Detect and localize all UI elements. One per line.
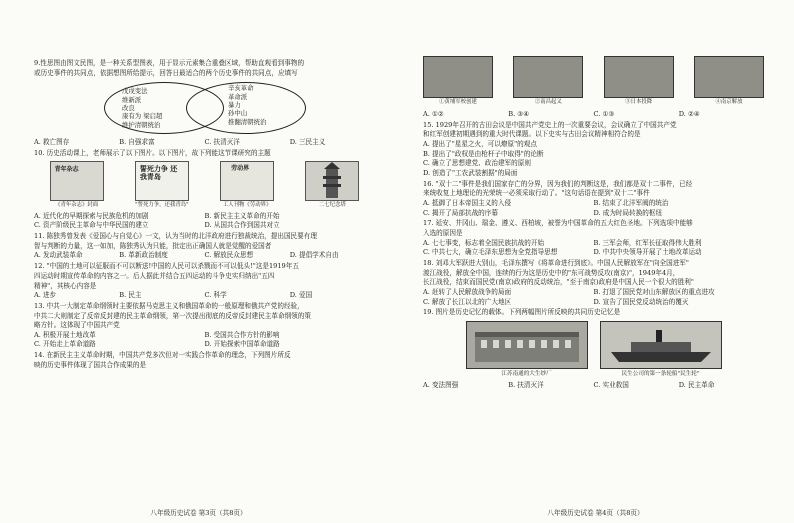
q14-option-a[interactable]: A. ①②: [423, 109, 444, 118]
steamship-photo: [600, 321, 722, 369]
q19-option-c[interactable]: C. 实业救国: [593, 381, 629, 390]
nanchang-photo: [513, 56, 583, 98]
q14-options: [423, 110, 764, 120]
venn-right-text: 辛亥革命 革命派 暴力 孙中山 推翻清朝统治: [228, 84, 267, 126]
venn-left-text: 戊戌变法 维新派 改良 康有为 梁启超 维护清朝统治: [122, 87, 163, 129]
q13-option-c[interactable]: C. 开始走上革命道路: [34, 340, 96, 349]
q10-caption-3: 工人刊物《劳动界》: [222, 201, 272, 208]
ship-drawing: [601, 322, 721, 368]
right-page-footer: 八年级历史试卷 第4页（共8页）: [547, 509, 644, 518]
q19-option-d[interactable]: D. 民主革命: [678, 381, 715, 390]
q10-pictures: [34, 161, 375, 210]
japan-surrender-photo: [604, 56, 674, 98]
q14-pictures: [423, 56, 764, 107]
q15-option-c[interactable]: C. 确立了思想建党、政治建军的原则: [423, 159, 531, 168]
q10-caption-1: 《青年杂志》封面: [55, 201, 99, 208]
q19-caption-2: 民生公司的第一条轮船"民生轮": [621, 370, 700, 377]
q10-caption-4: 二七纪念塔: [318, 201, 346, 208]
q15-option-a[interactable]: A. 提出了"星星之火，可以燎原"的观点: [423, 139, 537, 148]
whampoa-photo: [423, 56, 493, 98]
q12-stem: 12. "中国的土地可以征服而不可以断送!中国的人民可以杀戮而不可以低头!"这是1919年五 四运动时期宣传革命的内容之一。后人据此并结合五四运动的斗争史实归纳出"五四 精神"，其核心内容是: [34, 262, 299, 290]
q10-option-a[interactable]: A. 近代化的早期探索与民族危机的加剧: [34, 211, 149, 220]
q17-option-d[interactable]: D. 中共中央领导开展了土地改革运动: [593, 248, 702, 257]
q17-stem: 17. 延安、井冈山、瑞金、遵义、西柏坡，被誉为中国革命的五大红色圣地。下列选项中能够 入选的原因是: [423, 219, 693, 237]
q19-picture-2: [600, 321, 722, 378]
q19-option-a[interactable]: A. 变法图强: [423, 381, 459, 390]
q13-option-a[interactable]: A. 积极开展土地改革: [34, 330, 96, 339]
q19-picture-1: [466, 321, 588, 378]
q9-option-c[interactable]: C. 扶清灭洋: [204, 138, 240, 147]
q11-option-c[interactable]: C. 解放民众思想: [204, 251, 254, 260]
q10-options: [34, 212, 375, 231]
left-page-footer: 八年级历史试卷 第3页（共8页）: [150, 509, 247, 518]
q14-option-c[interactable]: C. ①③: [593, 109, 615, 118]
q11-option-d[interactable]: D. 提倡学术自由: [289, 251, 339, 260]
q11-option-b[interactable]: B. 革新政治制度: [119, 251, 168, 260]
q16-option-a[interactable]: A. 抵御了日本帝国主义的入侵: [423, 198, 512, 207]
q14-caption-3: ③日本投降: [625, 99, 653, 105]
q16-option-c[interactable]: C. 揭开了局部抗战的序幕: [423, 208, 498, 217]
tower-drawing: [306, 162, 358, 200]
slogan-text: 誓死力争 还我青岛: [139, 163, 178, 182]
q14-picture-2: [513, 56, 583, 107]
q14-picture-3: [604, 56, 674, 107]
q13-stem: 13. 中共一大制定革命纲领时主要依据马克思主义和俄国革命的一般原理和俄共产党的经验， 中共二大则制定了反帝反封建的民主革命纲领，第一次提出彻底的反帝反封建民主革命纲领的策 略方针。这体现了中国共产党: [34, 301, 311, 330]
q17-options: [423, 239, 764, 258]
q16-option-d[interactable]: D. 成为时局转换的枢纽: [593, 208, 663, 217]
magazine-cover-text: 青年杂志: [54, 165, 79, 173]
q12-options: [34, 291, 375, 301]
q10-picture-4: [305, 161, 359, 210]
q16-stem: 16. "双十二"事件是我们国家存亡的分界，因为我们的判断这是，我们都是双十二事件，已经 来统收复上地理论的光荣统一必须采取行动了。"这句话语在提到"双十二"事件: [423, 179, 693, 198]
q14-picture-4: [694, 56, 764, 107]
q16-options: [423, 199, 764, 218]
q10-picture-1: [50, 161, 104, 210]
q10-picture-2: [135, 161, 189, 210]
venn-diagram: [104, 80, 314, 136]
q18-option-a[interactable]: A. 赶转了人民解放战争的局面: [423, 287, 512, 296]
q19-caption-1: 江苏南通的大生纱厂: [501, 370, 552, 377]
q9-options: [34, 138, 375, 148]
q13-option-d[interactable]: D. 开始探索中国革命道路: [204, 340, 280, 349]
q18-stem: 18. 刘邓大军跃进大别山，毛泽东撰写《将革命进行到底》。中国人民解放军在"向全国进军" 渡江战役，解放全中国，连续的行为这是历史中的"东可战势反攻(南京)"，1949年4月， 长江战役，结束而国民党(南京)政府的反动统治，"至于南京)政府是中国人民一个很大的胜利": [423, 259, 694, 287]
q18-options: [423, 288, 764, 307]
q19-pictures: [423, 321, 764, 378]
q19-options: [423, 381, 764, 391]
q9-option-a[interactable]: A. 救亡图存: [34, 138, 70, 147]
q12-option-d[interactable]: D. 爱国: [289, 291, 313, 300]
q12-option-b[interactable]: B. 民主: [119, 291, 142, 300]
q14-caption-2: ②南昌起义: [534, 99, 562, 105]
q13-option-b[interactable]: B. 受国共合作方针的影响: [204, 330, 280, 339]
q16-option-b[interactable]: B. 结束了北洋军阀的统治: [593, 198, 669, 207]
q10-picture-3: [220, 161, 274, 210]
q10-option-b[interactable]: B. 新民主主义革命的开始: [204, 211, 280, 220]
nanjing-liberation-photo: [694, 56, 764, 98]
q10-option-d[interactable]: D. 从国共合作到国共对立: [204, 221, 280, 230]
q15-option-b[interactable]: B. 提出了"政权是由枪杆子中取得"的论断: [423, 149, 544, 158]
q19-stem: 19. 图片是历史记忆的载体。下列两幅图片所反映的共同历史记忆是: [423, 308, 621, 317]
right-page: [397, 0, 794, 523]
q9-option-d[interactable]: D. 三民主义: [289, 138, 326, 147]
q18-option-b[interactable]: B. 打退了国民党对山东解放区的重点进攻: [593, 287, 715, 296]
memorial-tower-image: [305, 161, 359, 201]
q9-stem: 9.性思图由图文民图，是一种关系型图表，用于显示元素集合重叠区域，帮助直观看到事物的 或历史事件的共同点，依据想图所给提示，回答日最适合的两个历史事件的共同点，应填写: [34, 59, 305, 77]
q11-option-a[interactable]: A. 发动武装革命: [34, 251, 83, 260]
q13-options: [34, 331, 375, 350]
q11-stem: 11. 陈独秀曾发表《爱国心与自觉心》一文，认为当时的北洋政府进行独裁统治，提出国民要有理 智与判断的力量，这一如加，陈独秀认为只能，批定出正确国人就是觉醒的爱国者: [34, 232, 317, 250]
journal-image: [220, 161, 274, 201]
q17-option-a[interactable]: A. 七七事变，标志着全国民族抗战的开始: [423, 238, 545, 247]
q18-option-c[interactable]: C. 解放了长江以北的广大地区: [423, 297, 512, 306]
q15-option-d[interactable]: D. 创造了"工农武装割据"的局面: [423, 168, 518, 177]
q17-option-b[interactable]: B. 三军会师，红军长征取得伟大胜利: [593, 238, 702, 247]
slogan-image: [135, 161, 189, 201]
factory-drawing: [467, 322, 587, 368]
q10-caption-2: "誓死力争，还我青岛": [135, 201, 189, 208]
q19-option-b[interactable]: B. 扶清灭洋: [508, 381, 544, 390]
q17-option-c[interactable]: C. 中共七大，确立毛泽东思想为全党指导思想: [423, 248, 558, 257]
q10-option-c[interactable]: C. 资产阶级民主革命与中华民国的建立: [34, 221, 149, 230]
q14-stem: 14. 在新民主主义革命时期，中国共产党多次但对一实践合作革命的理念，下列图片所反 映的历史事件体现了国共合作成果的是: [34, 351, 291, 369]
q14-caption-4: ④南京解放: [715, 99, 743, 105]
q15-stem: 15. 1929年召开的古田会议是中国共产党史上的一次重要会议，会议确立了中国共产党 和红军创建初期遇到的重大时代课题。以下史实与古田会议精神相符合的是: [423, 120, 677, 139]
q9-option-b[interactable]: B. 自强求富: [119, 138, 155, 147]
q10-stem: 10. 历史活动课上，老师展示了以下图片。以下图片，故下列能这节课研究的主题: [34, 149, 271, 158]
q14-picture-1: [423, 56, 493, 107]
q11-options: [34, 251, 375, 261]
q14-option-b[interactable]: B. ③④: [508, 109, 530, 118]
q15-options: [423, 140, 764, 179]
q18-option-d[interactable]: D. 宣告了国民党反动统治的覆灭: [593, 297, 689, 306]
q14-option-d[interactable]: D. ②④: [678, 109, 700, 118]
q12-option-c[interactable]: C. 科学: [204, 291, 227, 300]
q14-caption-1: ①黄埔军校创建: [439, 99, 477, 105]
magazine-cover-image: [50, 161, 104, 201]
q12-option-a[interactable]: A. 进步: [34, 291, 57, 300]
journal-title-text: 劳动界: [231, 164, 250, 172]
factory-photo: [466, 321, 588, 369]
